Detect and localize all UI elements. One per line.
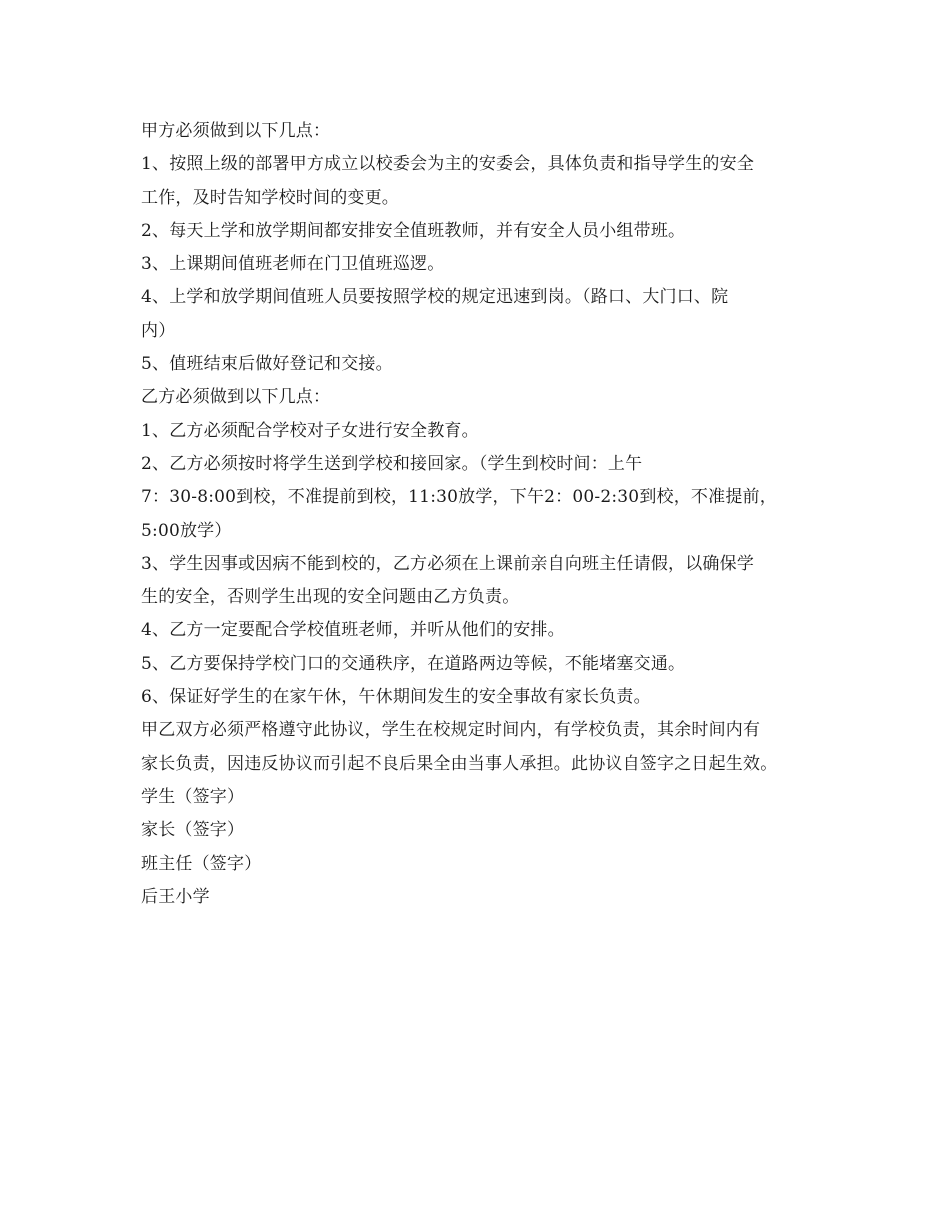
party-a-item-4-cont: 内） xyxy=(141,320,176,341)
party-a-item-5: 5、值班结束后做好登记和交接。 xyxy=(141,354,393,375)
party-b-item-2-cont-2: 5:00放学） xyxy=(141,520,232,541)
party-b-item-2: 2、乙方必须按时将学生送到学校和接回家。（学生到校时间：上午 xyxy=(141,453,643,474)
party-a-item-3: 3、上课期间值班老师在门卫值班巡逻。 xyxy=(141,254,445,275)
party-a-heading: 甲方必须做到以下几点： xyxy=(141,121,331,141)
document-body xyxy=(141,115,831,914)
closing-clause: 甲乙双方必须严格遵守此协议，学生在校规定时间内，有学校负责，其余时间内有 xyxy=(141,720,761,741)
party-b-item-2-cont: 7：30-8:00到校，不准提前到校，11:30放学，下午2：00-2:30到校，不准提前， xyxy=(141,487,777,508)
party-a-item-4: 4、上学和放学期间值班人员要按照学校的规定迅速到岗。（路口、大门口、院 xyxy=(141,287,729,308)
party-b-item-1: 1、乙方必须配合学校对子女进行安全教育。 xyxy=(141,420,479,441)
parent-signature-line: 家长（签字） xyxy=(141,820,245,841)
party-b-item-5: 5、乙方要保持学校门口的交通秩序，在道路两边等候，不能堵塞交通。 xyxy=(141,653,686,674)
closing-clause-cont: 家长负责，因违反协议而引起不良后果全由当事人承担。此协议自签字之日起生效。 xyxy=(141,753,778,774)
teacher-signature-line: 班主任（签字） xyxy=(141,853,262,874)
party-a-item-1-cont: 工作，及时告知学校时间的变更。 xyxy=(141,187,399,208)
party-a-item-2: 2、每天上学和放学期间都安排安全值班教师，并有安全人员小组带班。 xyxy=(141,220,686,241)
party-b-item-3: 3、学生因事或因病不能到校的，乙方必须在上课前亲自向班主任请假，以确保学 xyxy=(141,553,755,574)
party-b-item-3-cont: 生的安全，否则学生出现的安全问题由乙方负责。 xyxy=(141,587,520,608)
party-b-item-4: 4、乙方一定要配合学校值班老师，并听从他们的安排。 xyxy=(141,620,565,641)
party-a-item-1: 1、按照上级的部署甲方成立以校委会为主的安委会，具体负责和指导学生的安全 xyxy=(141,154,755,175)
party-b-heading: 乙方必须做到以下几点： xyxy=(141,387,331,408)
student-signature-line: 学生（签字） xyxy=(141,786,245,807)
school-name: 后王小学 xyxy=(141,886,210,907)
party-b-item-6: 6、保证好学生的在家午休，午休期间发生的安全事故有家长负责。 xyxy=(141,687,651,708)
